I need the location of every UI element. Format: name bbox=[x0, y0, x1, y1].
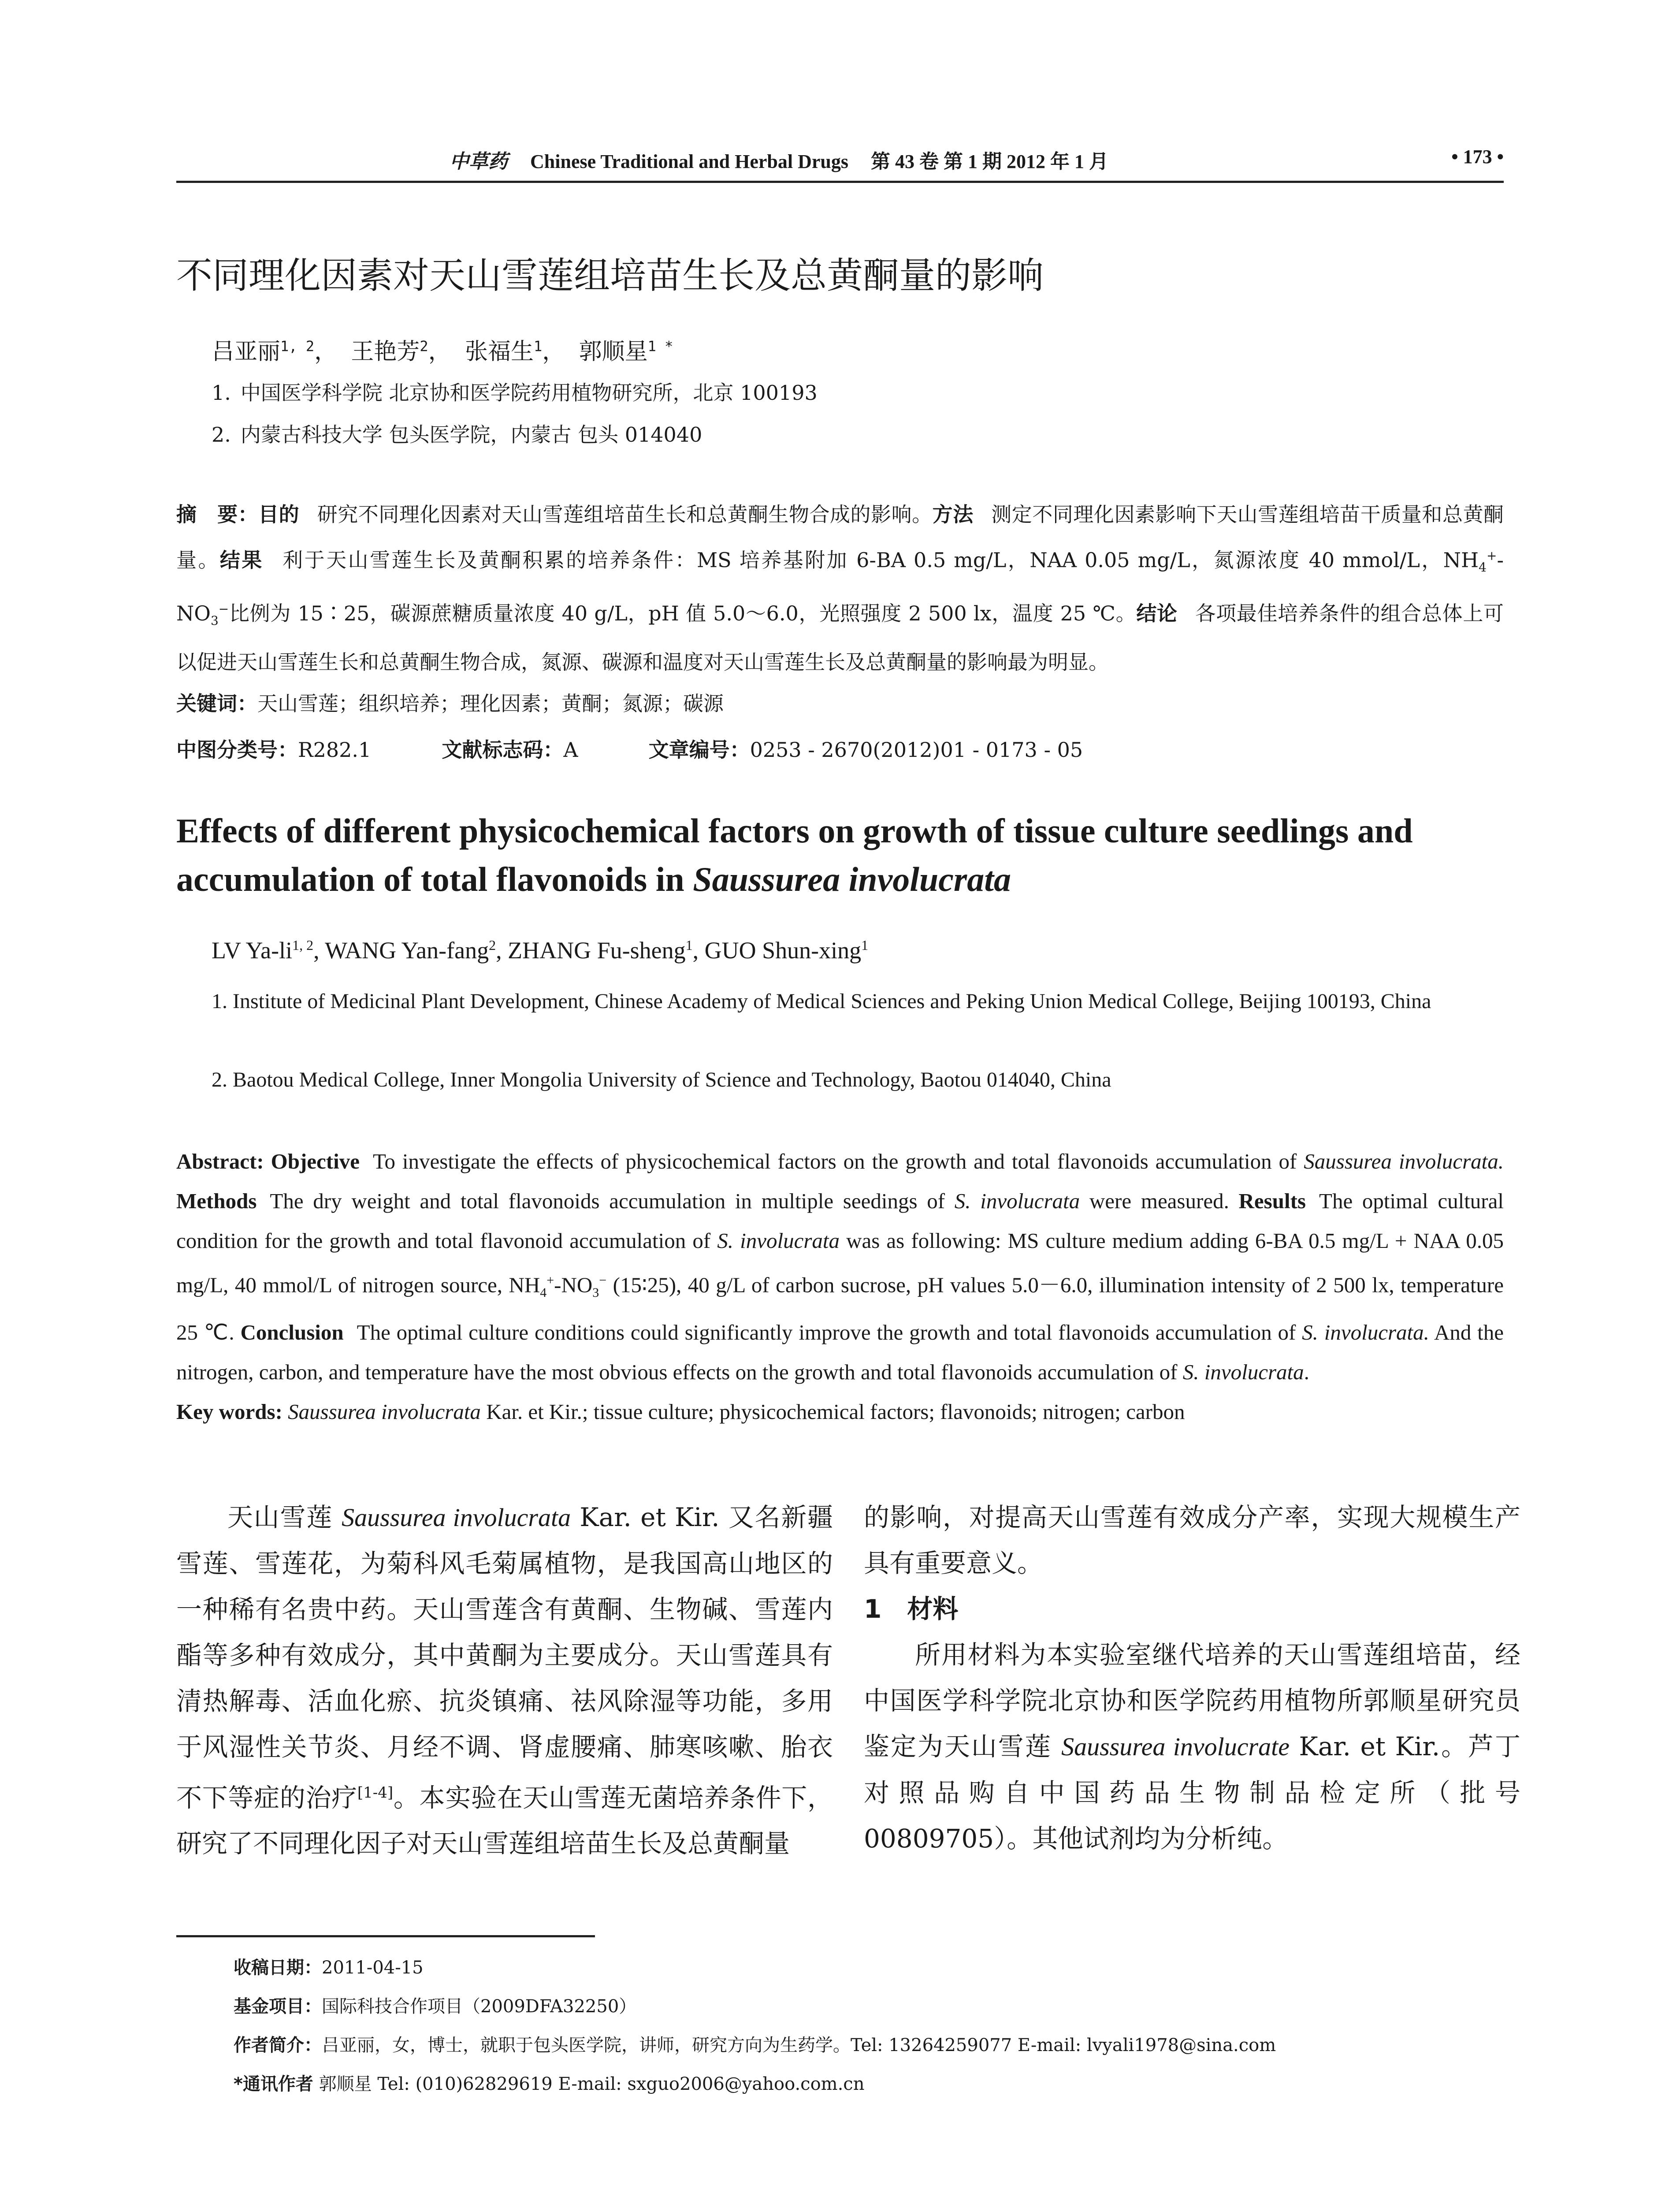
affiliation-number: 2. bbox=[212, 423, 231, 447]
subscript: 3 bbox=[592, 1285, 599, 1300]
objective-label-en: Objective bbox=[271, 1149, 360, 1173]
methods-text-en: The dry weight and total flavonoids accumulation in multiple seedings of bbox=[270, 1189, 955, 1213]
footnote-text: 郭顺星 Tel: (010)62829619 E-mail: sxguo2006@yahoo.com.cn bbox=[313, 2074, 865, 2094]
author-cn: 张福生 bbox=[465, 339, 534, 365]
body-text: Kar. et Kir. 又名新疆雪莲、雪莲花，为菊科风毛菊属植物，是我国高山地区的一种稀有名贵中药。天山雪莲含有黄酮、生物碱、雪莲内酯等多种有效成分，其中黄酮为主要成分。天山雪莲具有清热解毒、活血化瘀、抗炎镇痛、祛风除湿等功能，多用于风湿性关节炎、月经不调、肾虚腰痛、肺寒咳嗽、胎衣不下等症的治疗 bbox=[176, 1502, 833, 1813]
author-affil-sup: 1 * bbox=[647, 338, 673, 355]
species-italic: S. involucrata bbox=[954, 1189, 1080, 1213]
section-title: 材料 bbox=[907, 1594, 959, 1624]
intro-paragraph-continued: 的影响，对提高天山雪莲有效成分产率，实现大规模生产具有重要意义。 bbox=[864, 1502, 1520, 1578]
intro-paragraph bbox=[176, 1494, 833, 1866]
conclusion-label-en: Conclusion bbox=[240, 1320, 344, 1345]
author-en: GUO Shun-xing bbox=[704, 937, 862, 964]
author-affil-sup: 1 bbox=[861, 937, 869, 953]
section-heading-materials bbox=[864, 1586, 1520, 1632]
species-italic: S. involucrata bbox=[1182, 1360, 1304, 1385]
section-number: 1 bbox=[864, 1594, 882, 1624]
author-separator: ， bbox=[314, 339, 338, 365]
abstract-label-cn: 摘 要： bbox=[176, 503, 259, 526]
subscript: 4 bbox=[540, 1285, 547, 1300]
journal-name-en: Chinese Traditional and Herbal Drugs bbox=[530, 151, 849, 172]
results-text-cn-part: 比例为 15∶25，碳源蔗糖质量浓度 40 g/L，pH 值 5.0～6.0，光照强度 2 500 lx，温度 25 ℃。 bbox=[229, 601, 1137, 625]
classification-line bbox=[176, 734, 1083, 763]
footnote-author-bio bbox=[234, 2026, 1276, 2065]
conclusion-label-cn: 结论 bbox=[1136, 601, 1178, 625]
results-text-en-part: -NO bbox=[554, 1273, 593, 1297]
materials-paragraph bbox=[864, 1632, 1520, 1861]
results-text-cn-part: -NO bbox=[176, 548, 1504, 625]
superscript: + bbox=[1486, 548, 1497, 563]
conclusion-text-en: The optimal culture conditions could significantly improve the growth and total flavonoids accumulation of bbox=[357, 1320, 1302, 1345]
body-column-left bbox=[176, 1494, 833, 1866]
footnote-label: *通讯作者 bbox=[234, 2074, 313, 2094]
methods-text-en-end: were measured. bbox=[1080, 1189, 1229, 1213]
footnote-label: 作者简介： bbox=[234, 2035, 322, 2055]
author-cn: 吕亚丽 bbox=[212, 339, 281, 365]
affiliation-number: 1. bbox=[212, 381, 231, 405]
conclusion-text-en-end: . bbox=[1304, 1360, 1309, 1385]
conclusion-text-en-part: And the nitrogen, carbon, and temperature have the most obvious effects on the growth and total flavonoids accumulation of bbox=[176, 1320, 1504, 1385]
author-en: WANG Yan-fang bbox=[325, 937, 489, 964]
abstract-label-en: Abstract: bbox=[176, 1149, 264, 1173]
footnote-text: 国际科技合作项目（2009DFA32250） bbox=[322, 1996, 637, 2017]
species-italic: Saussurea involucrata bbox=[288, 1400, 481, 1424]
species-italic: Saussurea involucrata. bbox=[1304, 1149, 1504, 1173]
superscript: + bbox=[546, 1273, 554, 1288]
results-text-en-part: (15∶25), 40 g/L of carbon sucrose, pH values 5.0－6.0, illumination intensity of 2 500 lx, temperature 25 ℃. bbox=[176, 1273, 1504, 1345]
keywords-text-en: Kar. et Kir.; tissue culture; physicochemical factors; flavonoids; nitrogen; carbon bbox=[480, 1400, 1185, 1424]
doc-code-value: A bbox=[563, 738, 578, 762]
subscript: 3 bbox=[210, 613, 219, 628]
body-text: 天山雪莲 bbox=[227, 1502, 342, 1532]
objective-text-en: To investigate the effects of physicochemical factors on the growth and total flavonoids accumulation of bbox=[372, 1149, 1304, 1173]
methods-label-cn: 方法 bbox=[932, 503, 974, 526]
author-en: ZHANG Fu-sheng bbox=[508, 937, 686, 964]
clc-label: 中图分类号： bbox=[176, 738, 298, 762]
footnote-divider bbox=[176, 1935, 595, 1937]
author-cn: 郭顺星 bbox=[579, 339, 648, 365]
footnote-corresponding bbox=[234, 2065, 1276, 2103]
author-separator: ， bbox=[542, 339, 565, 365]
affiliation-cn-2 bbox=[212, 419, 702, 448]
body-column-right bbox=[864, 1494, 1520, 1861]
article-number-value: 0253 - 2670(2012)01 - 0173 - 05 bbox=[750, 738, 1083, 762]
header-center bbox=[450, 145, 1108, 174]
superscript: − bbox=[599, 1273, 607, 1288]
author-en: LV Ya-li bbox=[212, 937, 293, 964]
keywords-label-cn: 关键词： bbox=[176, 692, 257, 716]
running-header bbox=[176, 145, 1504, 183]
footnote-text: 吕亚丽，女，博士，就职于包头医学院，讲师，研究方向为生药学。Tel: 13264259077 E-mail: lvyali1978@sina.com bbox=[322, 2035, 1276, 2055]
footnote-received bbox=[234, 1948, 1276, 1987]
author-affil-sup: 1 bbox=[534, 338, 543, 355]
author-cn: 王艳芳 bbox=[351, 339, 420, 365]
results-text-en: The optimal cultural condition for the growth and total flavonoid accumulation of bbox=[176, 1189, 1504, 1253]
footnote-text: 2011-04-15 bbox=[322, 1958, 424, 1978]
affiliation-text: 中国医学科学院 北京协和医学院药用植物研究所，北京 100193 bbox=[240, 381, 818, 405]
results-label-cn: 结果 bbox=[219, 548, 264, 572]
affiliation-en-2: 2. Baotou Medical College, Inner Mongolia University of Science and Technology, Baotou 014040, China bbox=[212, 1068, 1111, 1091]
article-number-label: 文章编号： bbox=[648, 738, 750, 762]
keywords-label-en: Key words: bbox=[176, 1400, 282, 1424]
results-text-en-part: was as following: MS culture medium adding 6-BA 0.5 mg/L + NAA 0.05 mg/L, 40 mmol/L of nitrogen source, NH bbox=[176, 1229, 1504, 1297]
keywords-text-cn: 天山雪莲；组织培养；理化因素；黄酮；氮源；碳源 bbox=[257, 692, 724, 716]
species-italic: Saussurea involucrata bbox=[342, 1503, 571, 1532]
conclusion-text-cn: 各项最佳培养条件的组合总体上可以促进天山雪莲生长和总黄酮生物合成，氮源、碳源和温度对天山雪莲生长及总黄酮量的影响最为明显。 bbox=[176, 601, 1504, 674]
journal-name-cn: 中草药 bbox=[450, 150, 508, 173]
title-en bbox=[176, 807, 1504, 904]
authors-cn bbox=[212, 333, 673, 366]
footnote-label: 收稿日期： bbox=[234, 1958, 322, 1978]
title-en-species: Saussurea involucrata bbox=[693, 860, 1011, 898]
author-affil-sup: 2 bbox=[420, 338, 428, 355]
footnote-label: 基金项目： bbox=[234, 1996, 322, 2017]
footnotes bbox=[234, 1948, 1276, 2103]
species-italic: S. involucrata. bbox=[1302, 1320, 1429, 1345]
author-separator: , bbox=[496, 937, 508, 964]
footnote-funding bbox=[234, 1987, 1276, 2026]
abstract-cn bbox=[176, 494, 1504, 724]
methods-text-cn: 测定不同理化因素影响下天山雪莲组培苗干质量和总黄酮量。 bbox=[176, 503, 1504, 572]
clc-value: R282.1 bbox=[298, 738, 372, 762]
author-separator: , bbox=[692, 937, 705, 964]
author-separator: , bbox=[313, 937, 325, 964]
body-text: 所用材料为本实验室继代培养的天山雪莲组培苗，经中国医学科学院北京协和医学院药用植物所郭顺星研究员鉴定为天山雪莲 bbox=[864, 1640, 1520, 1761]
affiliation-en-1: 1. Institute of Medicinal Plant Development, Chinese Academy of Medical Sciences and Peking Union Medical College, Beijing 100193, China bbox=[212, 990, 1431, 1013]
results-text-cn: 利于天山雪莲生长及黄酮积累的培养条件：MS 培养基附加 6-BA 0.5 mg/L，NAA 0.05 mg/L，氮源浓度 40 mmol/L，NH bbox=[281, 548, 1479, 572]
objective-text-cn: 研究不同理化因素对天山雪莲组培苗生长和总黄酮生物合成的影响。 bbox=[317, 503, 933, 526]
subscript: 4 bbox=[1479, 560, 1487, 575]
affiliation-text: 内蒙古科技大学 包头医学院，内蒙古 包头 014040 bbox=[240, 423, 702, 447]
objective-label-cn: 目的 bbox=[258, 503, 300, 526]
species-italic: S. involucrata bbox=[717, 1229, 840, 1253]
affiliation-cn-1 bbox=[212, 377, 818, 406]
title-cn: 不同理化因素对天山雪莲组培苗生长及总黄酮量的影响 bbox=[176, 255, 1044, 297]
author-affil-sup: 1 bbox=[685, 937, 693, 953]
superscript: − bbox=[218, 601, 229, 616]
methods-label-en: Methods bbox=[176, 1189, 257, 1213]
body-text: Kar. et Kir.。芦丁对照品购自中国药品生物制品检定所（批号 00809705）。其他试剂均为分析纯。 bbox=[864, 1731, 1520, 1854]
author-affil-sup: 1, 2 bbox=[292, 937, 314, 953]
body-text: 。本实验在天山雪莲无菌培养条件下，研究了不同理化因子对天山雪莲组培苗生长及总黄酮量 bbox=[176, 1783, 833, 1859]
doc-code-label: 文献标志码： bbox=[442, 738, 564, 762]
author-affil-sup: 1, 2 bbox=[280, 338, 315, 355]
author-separator: ， bbox=[428, 339, 451, 365]
issue-info: 第 43 卷 第 1 期 2012 年 1 月 bbox=[871, 151, 1109, 172]
abstract-en bbox=[176, 1142, 1504, 1432]
results-label-en: Results bbox=[1238, 1189, 1306, 1213]
title-en-main: Effects of different physicochemical factors on growth of tissue culture seedlings and accumulation of total flavonoids in bbox=[176, 812, 1413, 898]
author-affil-sup: 2 bbox=[489, 937, 496, 953]
page-number: • 173 • bbox=[1451, 146, 1504, 168]
species-italic: Saussurea involucrate bbox=[1061, 1732, 1290, 1761]
citation: [1-4] bbox=[357, 1784, 394, 1802]
authors-en bbox=[212, 937, 868, 964]
